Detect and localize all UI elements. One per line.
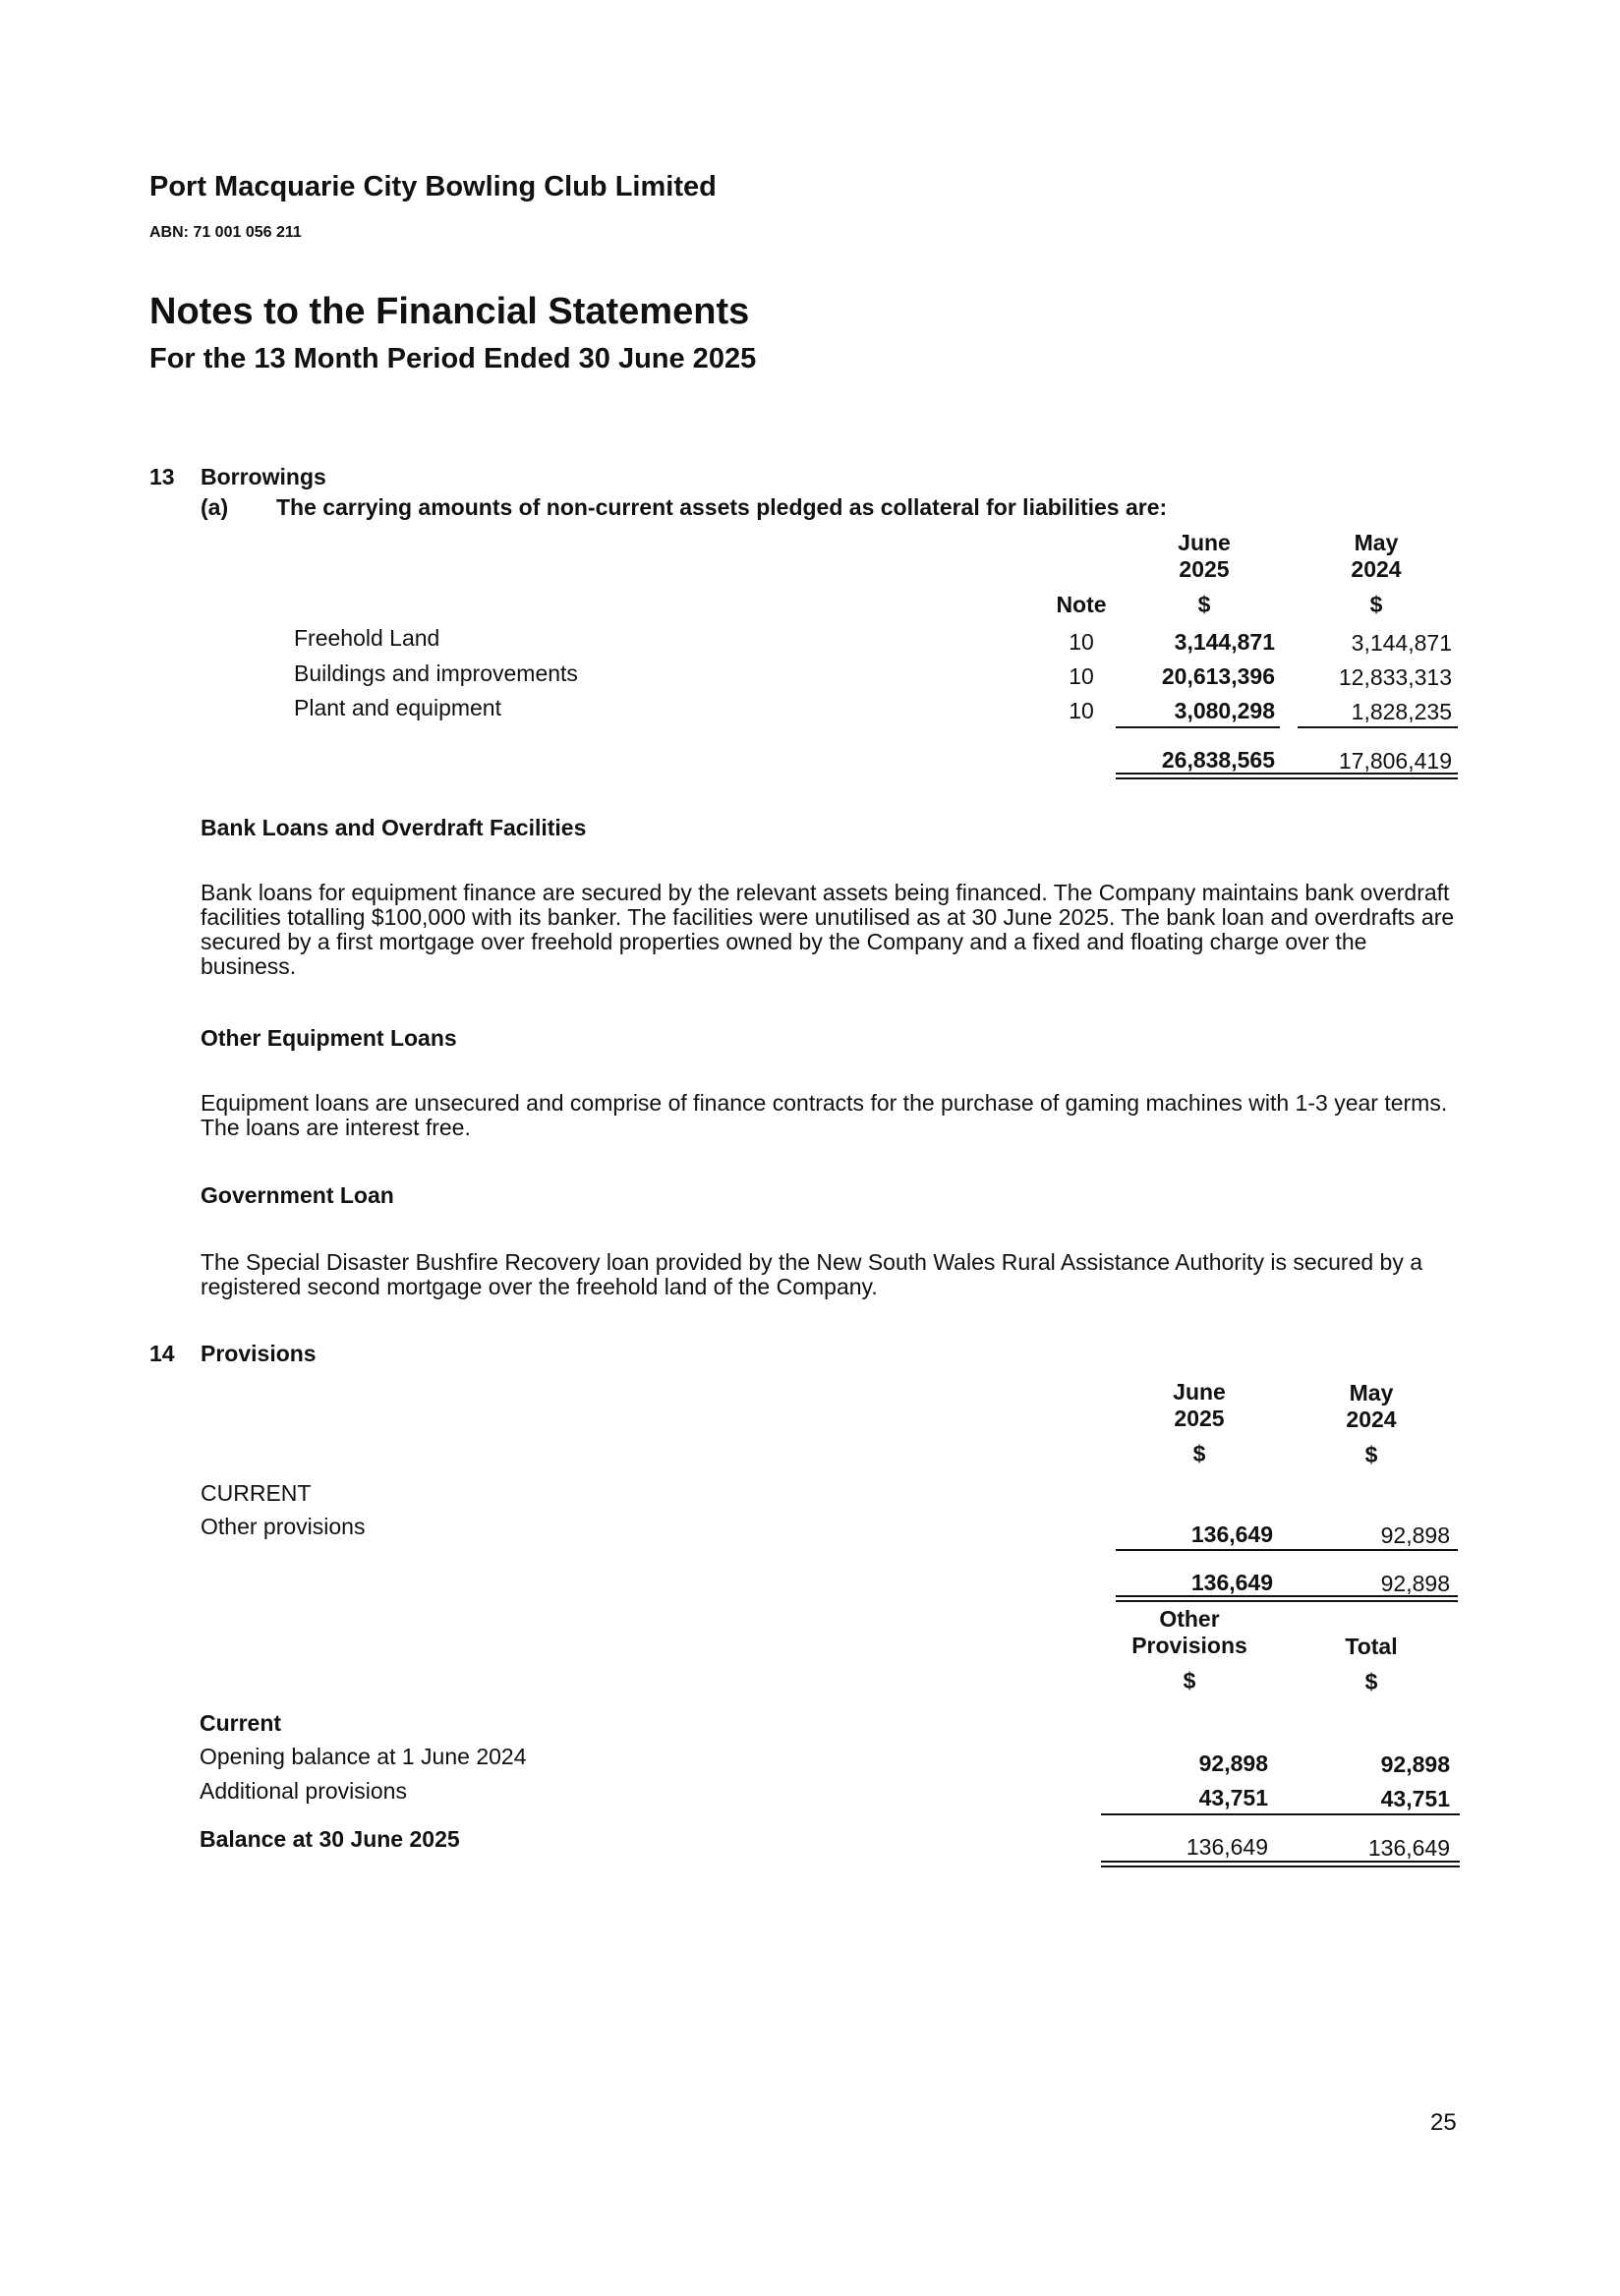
column-header-june: June <box>1178 530 1231 555</box>
company-name: Port Macquarie City Bowling Club Limited <box>149 171 717 202</box>
currency-label: $ <box>1197 592 1211 617</box>
row-prior-value: 12,833,313 <box>1338 664 1452 690</box>
column-header-note: Note <box>1056 592 1107 617</box>
subtotal-rule <box>1298 726 1458 728</box>
subtotal-rule <box>1116 726 1280 728</box>
row-label: Additional provisions <box>200 1778 407 1804</box>
page-number: 25 <box>1430 2109 1457 2136</box>
column-header-june-year: 2025 <box>1174 1406 1225 1431</box>
total-prior-value: 92,898 <box>1380 1571 1450 1596</box>
balance-total-value: 136,649 <box>1367 1835 1450 1861</box>
column-header-june-year: 2025 <box>1179 556 1230 582</box>
row-label: Buildings and improvements <box>294 660 578 686</box>
note-13-title: Borrowings <box>201 464 326 489</box>
row-prior-value: 92,898 <box>1380 1522 1450 1548</box>
page-subtitle: For the 13 Month Period Ended 30 June 2025 <box>149 343 757 374</box>
row-current-value: 136,649 <box>1190 1521 1273 1547</box>
total-double-rule <box>1116 777 1458 779</box>
note-14-number: 14 <box>149 1341 175 1366</box>
subtotal-rule <box>1116 1549 1458 1551</box>
row-other-value: 92,898 <box>1198 1751 1268 1776</box>
abn: ABN: 71 001 056 211 <box>149 224 302 241</box>
row-label: Opening balance at 1 June 2024 <box>200 1744 527 1769</box>
row-current-value: 3,144,871 <box>1174 629 1275 655</box>
row-label: Plant and equipment <box>294 695 501 720</box>
column-header-provisions: Provisions <box>1131 1633 1247 1658</box>
section-paragraph: Equipment loans are unsecured and comprise of finance contracts for the purchase of gaming machines with 1-3 year terms. The loans are interest free. <box>201 1090 1448 1140</box>
row-total-value: 43,751 <box>1380 1786 1450 1811</box>
page-title: Notes to the Financial Statements <box>149 291 750 332</box>
total-prior-value: 17,806,419 <box>1338 748 1452 774</box>
note-13a-label: (a) <box>201 494 229 520</box>
currency-label: $ <box>1364 1669 1378 1694</box>
section-paragraph: The Special Disaster Bushfire Recovery loan provided by the New South Wales Rural Assistance Authority is secured by a registered second mortgage over the freehold land of the Company. <box>201 1249 1423 1299</box>
current-heading: CURRENT <box>201 1480 312 1506</box>
total-current-value: 136,649 <box>1190 1570 1273 1595</box>
currency-label: $ <box>1183 1668 1196 1693</box>
row-other-value: 43,751 <box>1198 1785 1268 1810</box>
row-total-value: 92,898 <box>1380 1751 1450 1777</box>
note-13a-title: The carrying amounts of non-current assets pledged as collateral for liabilities are: <box>276 494 1168 520</box>
currency-label: $ <box>1192 1441 1206 1466</box>
row-current-value: 20,613,396 <box>1161 663 1275 689</box>
section-paragraph: Bank loans for equipment finance are secured by the relevant assets being financed. The Company maintains bank overdraft facilities totalling $100,000 with its banker. The facilities were unutilised as at 30 June 2025. The bank loan and overdrafts are secured by a first mortgage over freehold properties owned by the Company and a fixed and floating charge over the business. <box>201 880 1455 979</box>
total-current-value: 26,838,565 <box>1161 747 1275 773</box>
row-note: 10 <box>1069 663 1094 689</box>
balance-label: Balance at 30 June 2025 <box>200 1826 460 1852</box>
balance-other-value: 136,649 <box>1186 1834 1268 1860</box>
total-double-rule <box>1116 1600 1458 1602</box>
column-header-may-year: 2024 <box>1346 1406 1397 1432</box>
row-label: Freehold Land <box>294 625 440 651</box>
column-header-total: Total <box>1345 1634 1398 1659</box>
column-header-may: May <box>1349 1380 1394 1406</box>
column-header-may: May <box>1354 530 1399 555</box>
row-current-value: 3,080,298 <box>1174 698 1275 723</box>
total-double-rule <box>1101 1866 1460 1867</box>
subtotal-rule <box>1101 1813 1460 1815</box>
row-note: 10 <box>1069 698 1094 723</box>
section-heading: Government Loan <box>201 1182 394 1208</box>
note-14-title: Provisions <box>201 1341 317 1366</box>
movement-heading: Current <box>200 1710 282 1736</box>
row-prior-value: 3,144,871 <box>1351 630 1452 656</box>
row-note: 10 <box>1069 629 1094 655</box>
section-heading: Bank Loans and Overdraft Facilities <box>201 815 587 840</box>
total-double-rule <box>1101 1861 1460 1863</box>
total-double-rule <box>1116 773 1458 775</box>
note-13-number: 13 <box>149 464 175 489</box>
section-heading: Other Equipment Loans <box>201 1025 457 1051</box>
total-double-rule <box>1116 1595 1458 1597</box>
column-header-other: Other <box>1159 1606 1220 1632</box>
column-header-june: June <box>1173 1379 1226 1405</box>
currency-label: $ <box>1369 592 1383 617</box>
row-label: Other provisions <box>201 1514 366 1539</box>
currency-label: $ <box>1364 1442 1378 1467</box>
row-prior-value: 1,828,235 <box>1351 699 1452 724</box>
column-header-may-year: 2024 <box>1351 556 1402 582</box>
